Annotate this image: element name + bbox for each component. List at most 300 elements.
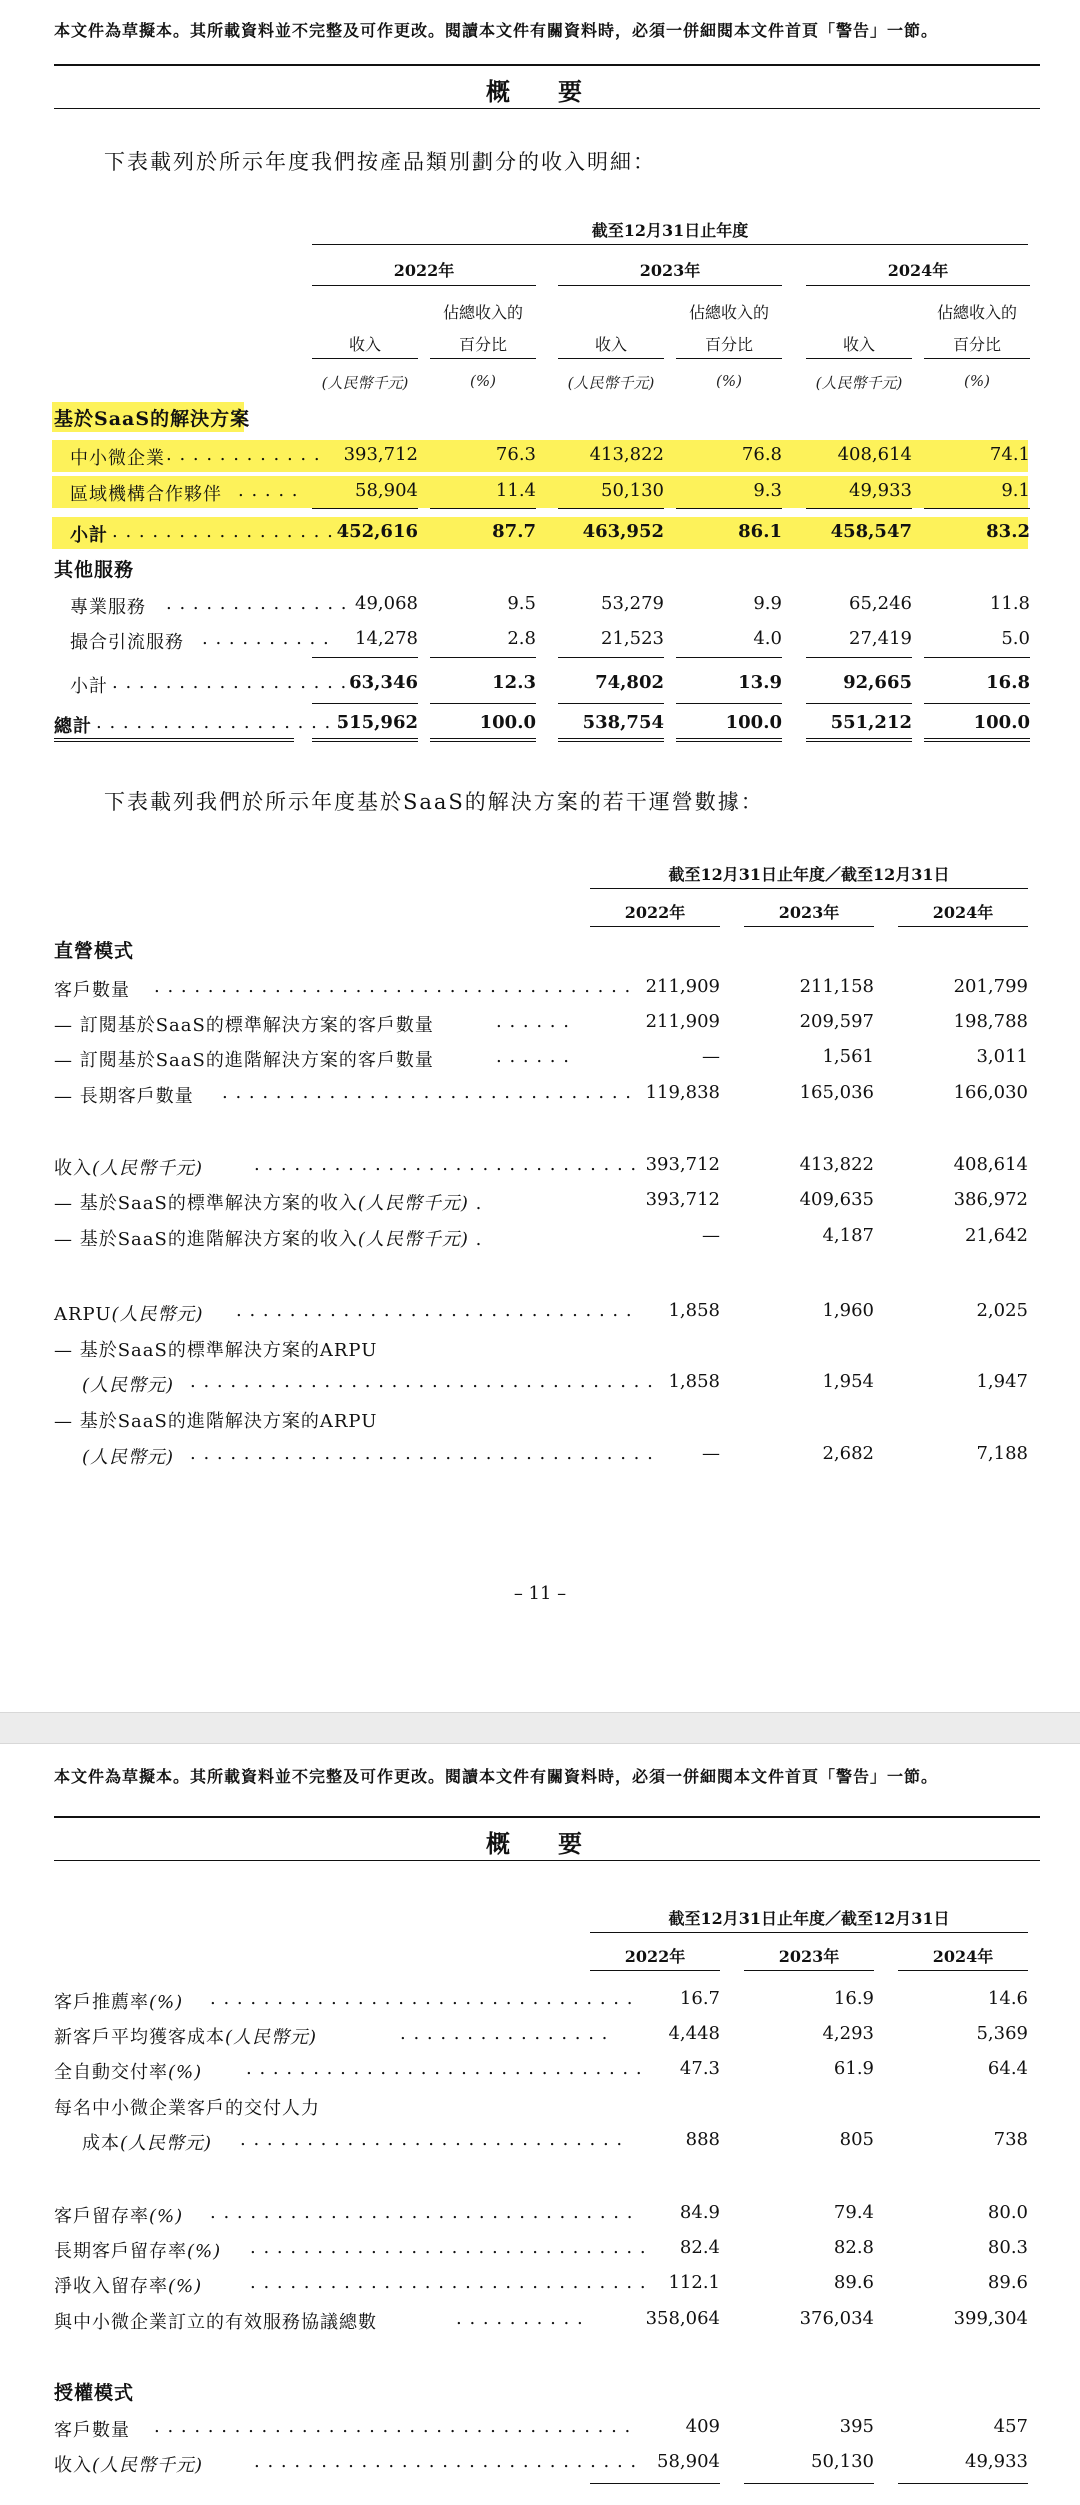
row-label [54, 2023, 317, 2049]
table-row-subtotal [0, 517, 1080, 549]
year-2022: 2022年 [624, 903, 686, 922]
cell: 4.0 [753, 628, 782, 649]
leader-dots: . . . . . . . . . . . . . . . . . . . [112, 521, 361, 542]
cell: 515,962 [336, 712, 418, 733]
cell: — [702, 1443, 720, 1464]
cell: 63,346 [349, 672, 418, 693]
col-pct-line1: 佔總收入的 [442, 303, 523, 322]
cell: 386,972 [953, 1189, 1028, 1210]
table-row [0, 2412, 1080, 2444]
period-header: 截至12月31日止年度／截至12月31日 [668, 865, 950, 884]
year-rule [744, 926, 874, 927]
subtotal-rule [806, 657, 912, 658]
page-number: – 11 – [513, 1583, 567, 1604]
cell: 82.8 [833, 2237, 874, 2258]
table-row [0, 1296, 1080, 1328]
revenue-table-intro: 下表載列於所示年度我們按產品類別劃分的收入明細： [104, 150, 656, 174]
table-row [0, 2198, 1080, 2230]
col-revenue: 收入 [842, 335, 875, 354]
row-label: — 基於SaaS的標準解決方案的ARPU [54, 1340, 378, 1361]
row-label: 中小微企業 [70, 448, 165, 469]
cell: 376,034 [799, 2308, 874, 2329]
subtotal-rule [676, 508, 782, 509]
row-label: 小計 [70, 525, 108, 546]
table-row [0, 1439, 1080, 1471]
row-label: — 訂閱基於SaaS的進階解決方案的客戶數量 [54, 1050, 434, 1071]
col-revenue: 收入 [348, 335, 381, 354]
leader-dots: . . . . . . . . . . . . . . . . . . . . . . . . . . . . . . . [222, 1082, 633, 1103]
year-rule [312, 285, 536, 286]
cell: 409,635 [799, 1189, 874, 1210]
year-rule [806, 285, 1030, 286]
table-row [0, 2019, 1080, 2051]
cell: 2,025 [976, 1300, 1028, 1321]
table-row [0, 1185, 1080, 1217]
draft-disclaimer: 本文件為草擬本。其所載資料並不完整及可作更改。閱讀本文件有關資料時，必須一併細閱本文件首頁「警告」一節。 [54, 1767, 939, 1786]
header-rule [312, 244, 1028, 245]
cell: 538,754 [582, 712, 664, 733]
leader-dots: . . . . . . . . . . . . . . . . . . . . . . . . . . . . . . . . [210, 2202, 634, 2223]
leader-dots: . . . . . . . . . . . . . . . . . . . . . . . . . . . . . . [236, 1300, 633, 1321]
cell: 399,304 [953, 2308, 1028, 2329]
row-label: 與中小微企業訂立的有效服務協議總數 [54, 2312, 377, 2333]
table-row [0, 2090, 1080, 2122]
total-rule [806, 738, 912, 742]
divider [54, 1860, 1040, 1861]
cell: 80.3 [987, 2237, 1028, 2258]
cell: 408,614 [837, 444, 912, 465]
leader-dots: . . . . . . . . . . . . [166, 444, 321, 465]
cell: 49,933 [965, 2451, 1028, 2472]
year-2022: 2022年 [624, 1947, 686, 1966]
cell: 413,822 [799, 1154, 874, 1175]
cell: 89.6 [833, 2272, 874, 2293]
cell: 165,036 [799, 1082, 874, 1103]
leader-dots: . . . . . . . . . . . . . . . . . . . . . . . . . . . . . . [250, 2272, 647, 2293]
cell: 1,561 [822, 1046, 874, 1067]
table-row [0, 624, 1080, 656]
leader-dots: . . . . . . . . . . . . . . . . . . . . . . . . . . . . . . . . . . . [190, 1443, 654, 1464]
leader-dots: . . . . . . . . . . . . . . . . . . . . . . . . . . . . . . . . . . . [190, 1371, 654, 1392]
col-rule [924, 358, 1030, 359]
cell: 393,712 [645, 1154, 720, 1175]
col-pct-line2: 百分比 [458, 335, 507, 354]
cell: 1,954 [822, 1371, 874, 1392]
leader-dots: . . . . . . [496, 1046, 570, 1067]
row-label: — 訂閱基於SaaS的標準解決方案的客戶數量 [54, 1015, 434, 1036]
col-rule [676, 358, 782, 359]
cell: 58,904 [355, 480, 418, 501]
header-rule [590, 1932, 1028, 1933]
unit-text: (%) [168, 2276, 203, 2297]
table-row-subtotal [0, 668, 1080, 700]
cell: 209,597 [799, 1011, 874, 1032]
cell: 76.3 [495, 444, 536, 465]
total-rule [54, 738, 294, 742]
row-label [54, 2272, 202, 2298]
cell: 1,947 [976, 1371, 1028, 1392]
row-label: — 基於SaaS的標準解決方案的收入(人民幣千元) . [54, 1193, 483, 1214]
cell: 14.6 [987, 1988, 1028, 2009]
table-row [0, 2304, 1080, 2336]
table-row [0, 440, 1080, 472]
cell: 100.0 [725, 712, 782, 733]
leader-dots: . . . . . . . . . . . . . . . . . . . . . . . . . . . . . . . . . . . . [154, 976, 632, 997]
subtotal-rule [312, 657, 418, 658]
cell: 50,130 [811, 2451, 874, 2472]
period-header: 截至12月31日止年度 [591, 221, 749, 240]
total-rule [924, 738, 1030, 742]
cell: 80.0 [987, 2202, 1028, 2223]
year-2024: 2024年 [932, 903, 994, 922]
cell: 9.9 [753, 593, 782, 614]
subtotal-rule [676, 657, 782, 658]
leader-dots: . . . . . . . . . . . . . . . . . . . . . . . . . . . . . [254, 1154, 638, 1175]
cell: 74.1 [989, 444, 1030, 465]
leader-dots: . . . . . . . . . . . . . . . . . . . . . . . . . . . . . . . . . . . . [154, 2416, 632, 2437]
label-text: — 基於SaaS的進階解決方案的收入 [54, 1229, 358, 1250]
cell: 413,822 [589, 444, 664, 465]
row-label: — 基於SaaS的進階解決方案的ARPU [54, 1411, 378, 1432]
leader-dots: . . . . . . . . . . . . . . . . . . . . . . . . . . . . . [254, 2451, 638, 2472]
unit-text: (人民幣千元) [92, 1158, 204, 1179]
cell: 888 [685, 2129, 720, 2150]
cell: 27,419 [849, 628, 912, 649]
cell: 82.4 [679, 2237, 720, 2258]
leader-dots: . . . . . . . . . . [202, 628, 330, 649]
total-rule [558, 738, 664, 742]
cell: 457 [993, 2416, 1028, 2437]
cell: 211,909 [645, 976, 720, 997]
subtotal-rule [430, 508, 536, 509]
leader-dots: . . . . . [238, 480, 299, 501]
row-label: 每名中小微企業客戶的交付人力 [54, 2098, 320, 2119]
cell: 1,960 [822, 1300, 874, 1321]
unit-rmb: (人民幣千元) [567, 374, 655, 392]
cell: 49,933 [849, 480, 912, 501]
col-pct-line2: 百分比 [704, 335, 753, 354]
row-label [54, 2451, 203, 2477]
col-rule [430, 358, 536, 359]
cell: 211,158 [799, 976, 874, 997]
unit-rmb: (人民幣千元) [815, 374, 903, 392]
unit-pct: (%) [964, 372, 990, 390]
cell: 79.4 [833, 2202, 874, 2223]
label-text: 客戶推薦率 [54, 1992, 149, 2013]
cell: 112.1 [668, 2272, 720, 2293]
cell: 58,904 [657, 2451, 720, 2472]
label-text: 長期客戶留存率 [54, 2241, 187, 2262]
header-rule [590, 888, 1028, 889]
unit-text: (%) [149, 2206, 184, 2227]
row-label: 撮合引流服務 [70, 632, 184, 653]
row-label: 客戶數量 [54, 980, 130, 1001]
cell: 76.8 [741, 444, 782, 465]
ops-table-intro: 下表載列我們於所示年度基於SaaS的解決方案的若干運營數據： [104, 790, 764, 814]
subtotal-rule [744, 2483, 874, 2484]
label-text: 客戶留存率 [54, 2206, 149, 2227]
unit-text: (人民幣千元) [357, 1193, 469, 1214]
page-separator [0, 1712, 1080, 1744]
cell: 100.0 [479, 712, 536, 733]
subtotal-rule [806, 508, 912, 509]
unit-text: (%) [149, 1992, 184, 2013]
table-row-total [0, 708, 1080, 740]
year-rule [558, 285, 782, 286]
cell: 1,858 [668, 1300, 720, 1321]
leader-dots: . . . . . . . . . . . . . . . . . . . . . . . . . . . . . . [250, 2237, 647, 2258]
cell: 47.3 [679, 2058, 720, 2079]
cell: 11.8 [989, 593, 1030, 614]
leader-dots: . . . . . . . . . . . . . . . . [400, 2023, 609, 2044]
cell: 83.2 [986, 521, 1030, 542]
group-saas: 基於SaaS的解決方案 [54, 408, 251, 430]
cell: — [702, 1046, 720, 1067]
unit-pct: (%) [470, 372, 496, 390]
group-direct-mode: 直營模式 [54, 940, 135, 962]
total-rule [312, 738, 418, 742]
cell: 89.6 [987, 2272, 1028, 2293]
cell: 9.5 [507, 593, 536, 614]
leader-dots: . . . . . . . . . . . . . . . . . . . [112, 672, 361, 693]
row-label [54, 2058, 202, 2084]
year-2022: 2022年 [393, 261, 455, 280]
col-revenue: 收入 [594, 335, 627, 354]
subtotal-rule [924, 508, 1030, 509]
cell: 9.1 [1001, 480, 1030, 501]
cell: 2,682 [822, 1443, 874, 1464]
unit-text: (%) [187, 2241, 222, 2262]
leader-dots: . . . . . . . . . . . . . . . . . . . . . . . . . . . . . . [246, 2058, 643, 2079]
col-rule [558, 358, 664, 359]
cell: 166,030 [953, 1082, 1028, 1103]
row-label [82, 1443, 174, 1469]
table-row [0, 2447, 1080, 2479]
col-rule [806, 358, 912, 359]
cell: 16.8 [986, 672, 1030, 693]
row-label: 總計 [54, 716, 92, 737]
label-text: 收入 [54, 1158, 92, 1179]
col-pct-line1: 佔總收入的 [936, 303, 1017, 322]
divider [54, 1816, 1040, 1818]
cell: 87.7 [492, 521, 536, 542]
label-text: 淨收入留存率 [54, 2276, 168, 2297]
subtotal-rule [558, 703, 664, 704]
cell: 21,523 [601, 628, 664, 649]
table-row [0, 2268, 1080, 2300]
cell: 4,187 [822, 1225, 874, 1246]
cell: 201,799 [953, 976, 1028, 997]
cell: 21,642 [965, 1225, 1028, 1246]
cell: 393,712 [645, 1189, 720, 1210]
cell: 458,547 [830, 521, 912, 542]
unit-text: (人民幣元) [82, 1447, 175, 1468]
year-2024: 2024年 [887, 261, 949, 280]
unit-text: (人民幣元) [82, 1375, 175, 1396]
group-license-mode: 授權模式 [54, 2382, 135, 2404]
cell: 408,614 [953, 1154, 1028, 1175]
leader-dots: . . . . . . . . . . . . . . . . . . . . [96, 712, 359, 733]
table-row [0, 476, 1080, 508]
table-row [0, 2125, 1080, 2157]
table-row [0, 1221, 1080, 1253]
cell: 1,858 [668, 1371, 720, 1392]
year-2023: 2023年 [639, 261, 701, 280]
subtotal-rule [806, 703, 912, 704]
subtotal-rule [676, 703, 782, 704]
cell: 463,952 [582, 521, 664, 542]
year-rule [590, 1970, 720, 1971]
subtotal-rule [590, 2483, 720, 2484]
cell: 11.4 [495, 480, 536, 501]
subtotal-rule [558, 508, 664, 509]
table-row [0, 1150, 1080, 1182]
subtotal-rule [924, 703, 1030, 704]
table-row [0, 972, 1080, 1004]
period-header: 截至12月31日止年度／截至12月31日 [668, 1909, 950, 1928]
cell: 49,068 [355, 593, 418, 614]
cell: 119,838 [645, 1082, 720, 1103]
table-row [0, 2054, 1080, 2086]
subtotal-rule [312, 703, 418, 704]
cell: — [702, 1225, 720, 1246]
cell: 61.9 [833, 2058, 874, 2079]
unit-text: (人民幣千元) [357, 1229, 469, 1250]
cell: 65,246 [849, 593, 912, 614]
table-row [0, 1078, 1080, 1110]
cell: 9.3 [753, 480, 782, 501]
unit-text: (人民幣元) [225, 2027, 318, 2048]
row-label [82, 1371, 174, 1397]
cell: 12.3 [492, 672, 536, 693]
unit-text: (人民幣元) [111, 1304, 204, 1325]
cell: 2.8 [507, 628, 536, 649]
label-text: 成本 [82, 2133, 120, 2154]
cell: 358,064 [645, 2308, 720, 2329]
cell: 53,279 [601, 593, 664, 614]
cell: 452,616 [336, 521, 418, 542]
row-label: — 基於SaaS的進階解決方案的收入(人民幣千元) . [54, 1229, 483, 1250]
cell: 805 [839, 2129, 874, 2150]
year-2023: 2023年 [778, 903, 840, 922]
table-row [0, 1367, 1080, 1399]
cell: 16.7 [679, 1988, 720, 2009]
cell: 395 [839, 2416, 874, 2437]
cell: 64.4 [987, 2058, 1028, 2079]
cell: 86.1 [738, 521, 782, 542]
year-rule [744, 1970, 874, 1971]
table-row [0, 1403, 1080, 1435]
year-rule [898, 1970, 1028, 1971]
cell: 5.0 [1001, 628, 1030, 649]
col-pct-line1: 佔總收入的 [688, 303, 769, 322]
row-label: 區域機構合作夥伴 [70, 484, 222, 505]
total-rule [676, 738, 782, 742]
cell: 3,011 [976, 1046, 1028, 1067]
section-title: 概 要 [486, 77, 594, 106]
cell: 50,130 [601, 480, 664, 501]
label-text: — 基於SaaS的標準解決方案的收入 [54, 1193, 358, 1214]
table-row [0, 589, 1080, 621]
draft-disclaimer: 本文件為草擬本。其所載資料並不完整及可作更改。閱讀本文件有關資料時，必須一併細閱本文件首頁「警告」一節。 [54, 21, 939, 40]
table-row [0, 1042, 1080, 1074]
unit-text: (%) [168, 2062, 203, 2083]
cell: 738 [993, 2129, 1028, 2150]
section-title: 概 要 [486, 1829, 594, 1858]
cell: 393,712 [343, 444, 418, 465]
cell: 5,369 [976, 2023, 1028, 2044]
leader-dots: . . . . . . . . . . . . . . . . . . . . . . . . . . . . . . . . [210, 1988, 634, 2009]
unit-text: (人民幣元) [120, 2133, 213, 2154]
year-rule [590, 926, 720, 927]
document-page-2 [0, 1744, 1080, 2505]
leader-dots: . . . . . . . . . . . . . . [166, 593, 348, 614]
table-row [0, 1332, 1080, 1364]
cell: 13.9 [738, 672, 782, 693]
cell: 4,293 [822, 2023, 874, 2044]
row-label [54, 1988, 183, 2014]
leader-dots: . . . . . . . . . . . . . . . . . . . . . . . . . . . . . [240, 2129, 624, 2150]
table-row [0, 1007, 1080, 1039]
cell: 211,909 [645, 1011, 720, 1032]
row-label: 客戶數量 [54, 2420, 130, 2441]
unit-rmb: (人民幣千元) [321, 374, 409, 392]
table-row [0, 2233, 1080, 2265]
label-text: 全自動交付率 [54, 2062, 168, 2083]
subtotal-rule [924, 657, 1030, 658]
cell: 16.9 [833, 1988, 874, 2009]
leader-dots: . . . . . . . . . . [456, 2308, 584, 2329]
subtotal-rule [430, 657, 536, 658]
cell: 409 [685, 2416, 720, 2437]
group-other: 其他服務 [54, 559, 135, 581]
row-label [54, 2237, 221, 2263]
cell: 100.0 [973, 712, 1030, 733]
subtotal-rule [898, 2483, 1028, 2484]
label-text: 新客戶平均獲客成本 [54, 2027, 225, 2048]
row-label: 專業服務 [70, 597, 146, 618]
cell: 198,788 [953, 1011, 1028, 1032]
divider [54, 108, 1040, 109]
label-text: 收入 [54, 2455, 92, 2476]
cell: 14,278 [355, 628, 418, 649]
col-pct-line2: 百分比 [952, 335, 1001, 354]
cell: 7,188 [976, 1443, 1028, 1464]
cell: 74,802 [595, 672, 664, 693]
row-label [54, 2202, 183, 2228]
year-2023: 2023年 [778, 1947, 840, 1966]
row-label: — 長期客戶數量 [54, 1086, 194, 1107]
table-row [0, 1984, 1080, 2016]
row-label: 小計 [70, 676, 108, 697]
unit-text: (人民幣千元) [92, 2455, 204, 2476]
cell: 4,448 [668, 2023, 720, 2044]
year-rule [898, 926, 1028, 927]
divider [54, 64, 1040, 66]
subtotal-rule [312, 508, 418, 509]
col-rule [312, 358, 418, 359]
total-rule [430, 738, 536, 742]
subtotal-rule [558, 657, 664, 658]
unit-pct: (%) [716, 372, 742, 390]
label-text: ARPU [54, 1304, 112, 1325]
row-label [54, 1154, 203, 1180]
row-label [82, 2129, 212, 2155]
year-2024: 2024年 [932, 1947, 994, 1966]
leader-dots: . . . . . . [496, 1011, 570, 1032]
cell: 84.9 [679, 2202, 720, 2223]
row-label [54, 1300, 204, 1326]
